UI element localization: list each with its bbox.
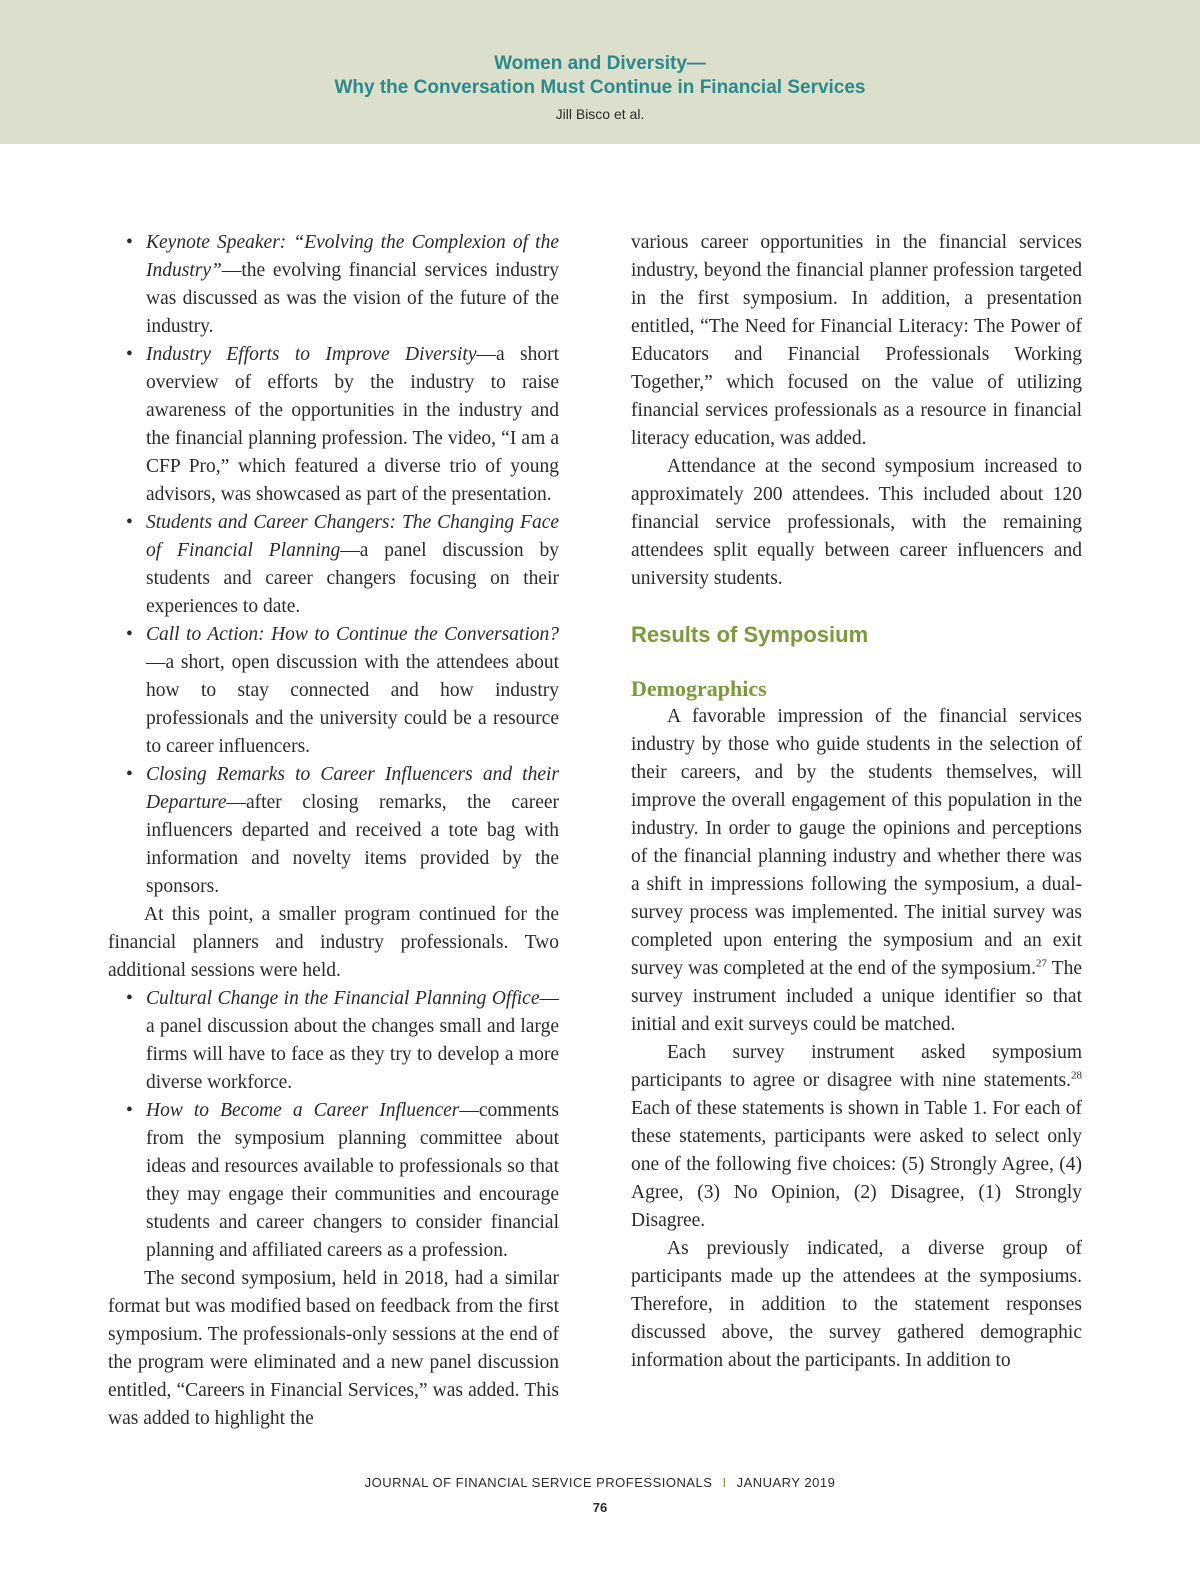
list-item-text: —after closing remarks, the career influencers departed and received a tote bag with information and novelty items provided by the sponsors. (146, 792, 559, 897)
list-item-title: Students and Career Changers: The Changing Face of Financial Planning (146, 512, 559, 561)
paragraph-text: Each survey instrument asked symposium participants to agree or disagree with nine statements. (631, 1042, 1082, 1091)
session-list-2 (108, 985, 559, 1265)
list-item-title: Closing Remarks to Career Influencers and their Departure (146, 764, 559, 813)
list-item-title: How to Become a Career Influencer (146, 1100, 460, 1121)
section-heading: Results of Symposium (631, 622, 869, 647)
footer-separator: I (722, 1475, 727, 1490)
body-paragraph: The second symposium, held in 2018, had a similar format but was modified based on feedback from the first symposium. The professionals-only sessions at the end of the program were eliminated and a new panel discussion entitled, “Careers in Financial Services,” was added. This was added to highlight the (108, 1268, 559, 1429)
header-title-line1: Women and Diversity— (494, 53, 706, 74)
list-item (108, 509, 559, 621)
subsection-heading: Demographics (631, 676, 767, 701)
right-column (631, 229, 1082, 1375)
header-title-line2: Why the Conversation Must Continue in Financial Services (334, 77, 866, 98)
footnote-marker[interactable]: 27 (1035, 957, 1047, 970)
list-item (108, 229, 559, 341)
list-item-text: —comments from the symposium planning committee about ideas and resources available to professionals so that they may engage their communities and encourage students and career changers to consider financial planning and affiliated careers as a profession. (146, 1100, 559, 1261)
bullet-icon: • (126, 988, 133, 1009)
footnote-marker[interactable]: 28 (1071, 1069, 1082, 1082)
session-list-1 (108, 229, 559, 901)
list-item-title: Keynote Speaker: “Evolving the Complexion of the Industry” (146, 232, 559, 281)
list-item (108, 761, 559, 901)
body-paragraph: Attendance at the second symposium increased to approximately 200 attendees. This included about 120 financial service professionals, with the remaining attendees split equally between career influencers and university students. (631, 456, 1082, 589)
body-paragraph (631, 703, 1082, 1039)
bullet-icon: • (126, 1100, 133, 1121)
body-paragraph: various career opportunities in the financial services industry, beyond the financial planner profession targeted in the first symposium. In addition, a presentation entitled, “The Need for Financial Literacy: The Power of Educators and Financial Professionals Working Together,” which focused on the value of utilizing financial services professionals as a resource in financial literacy education, was added. (631, 232, 1082, 449)
body-paragraph (631, 1039, 1082, 1235)
paragraph-text: The survey instrument included a unique identifier so that initial and exit surveys could be matched. (631, 958, 1082, 1035)
list-item-title: Industry Efforts to Improve Diversity (146, 344, 477, 365)
list-item (108, 621, 559, 761)
list-item-title: Call to Action: How to Continue the Conversation? (146, 624, 559, 645)
list-item (108, 341, 559, 509)
bullet-icon: • (126, 232, 133, 253)
page-number: 76 (592, 1500, 608, 1515)
running-footer (0, 1475, 1200, 1490)
bullet-icon: • (126, 344, 133, 365)
list-item-text: —a panel discussion about the changes small and large firms will have to face as they try to develop a more diverse workforce. (146, 988, 559, 1093)
list-item-text: —a short overview of efforts by the industry to raise awareness of the opportunities in the industry and the financial planning profession. The video, “I am a CFP Pro,” which featured a diverse trio of young advisors, was showcased as part of the presentation. (146, 344, 560, 505)
left-column (108, 229, 559, 1433)
body-paragraph: As previously indicated, a diverse group of participants made up the attendees at the symposiums. Therefore, in addition to the statement responses discussed above, the survey gathered demographic information about the participants. In addition to (631, 1238, 1082, 1371)
bullet-icon: • (126, 624, 133, 645)
paragraph-text: Each of these statements is shown in Table 1. For each of these statements, participants were asked to select only one of the following five choices: (5) Strongly Agree, (4) Agree, (3) No Opinion, (2) Disagree, (1) Strongly Disagree. (631, 1098, 1082, 1231)
list-item-text: —the evolving financial services industry was discussed as was the vision of the future of the industry. (146, 260, 559, 337)
running-header (0, 0, 1200, 144)
bullet-icon: • (126, 512, 133, 533)
issue-date: JANUARY 2019 (736, 1475, 836, 1490)
body-paragraph: At this point, a smaller program continued for the financial planners and industry professionals. Two additional sessions were held. (108, 904, 559, 981)
list-item (108, 1097, 559, 1265)
paragraph-text: A favorable impression of the financial services industry by those who guide students in the selection of their careers, and by the students themselves, will improve the overall engagement of this population in the industry. In order to gauge the opinions and perceptions of the financial planning industry and whether there was a shift in impressions following the symposium, a dual-survey process was implemented. The initial survey was completed upon entering the symposium and an exit survey was completed at the end of the symposium. (631, 706, 1082, 979)
journal-name: JOURNAL OF FINANCIAL SERVICE PROFESSIONALS (364, 1475, 713, 1490)
list-item (108, 985, 559, 1097)
list-item-text: —a short, open discussion with the attendees about how to stay connected and how industry professionals and the university could be a resource to career influencers. (146, 652, 559, 757)
list-item-text: —a panel discussion by students and career changers focusing on their experiences to date. (146, 540, 559, 617)
list-item-title: Cultural Change in the Financial Planning Office (146, 988, 540, 1009)
bullet-icon: • (126, 764, 133, 785)
header-author: Jill Bisco et al. (555, 106, 645, 122)
